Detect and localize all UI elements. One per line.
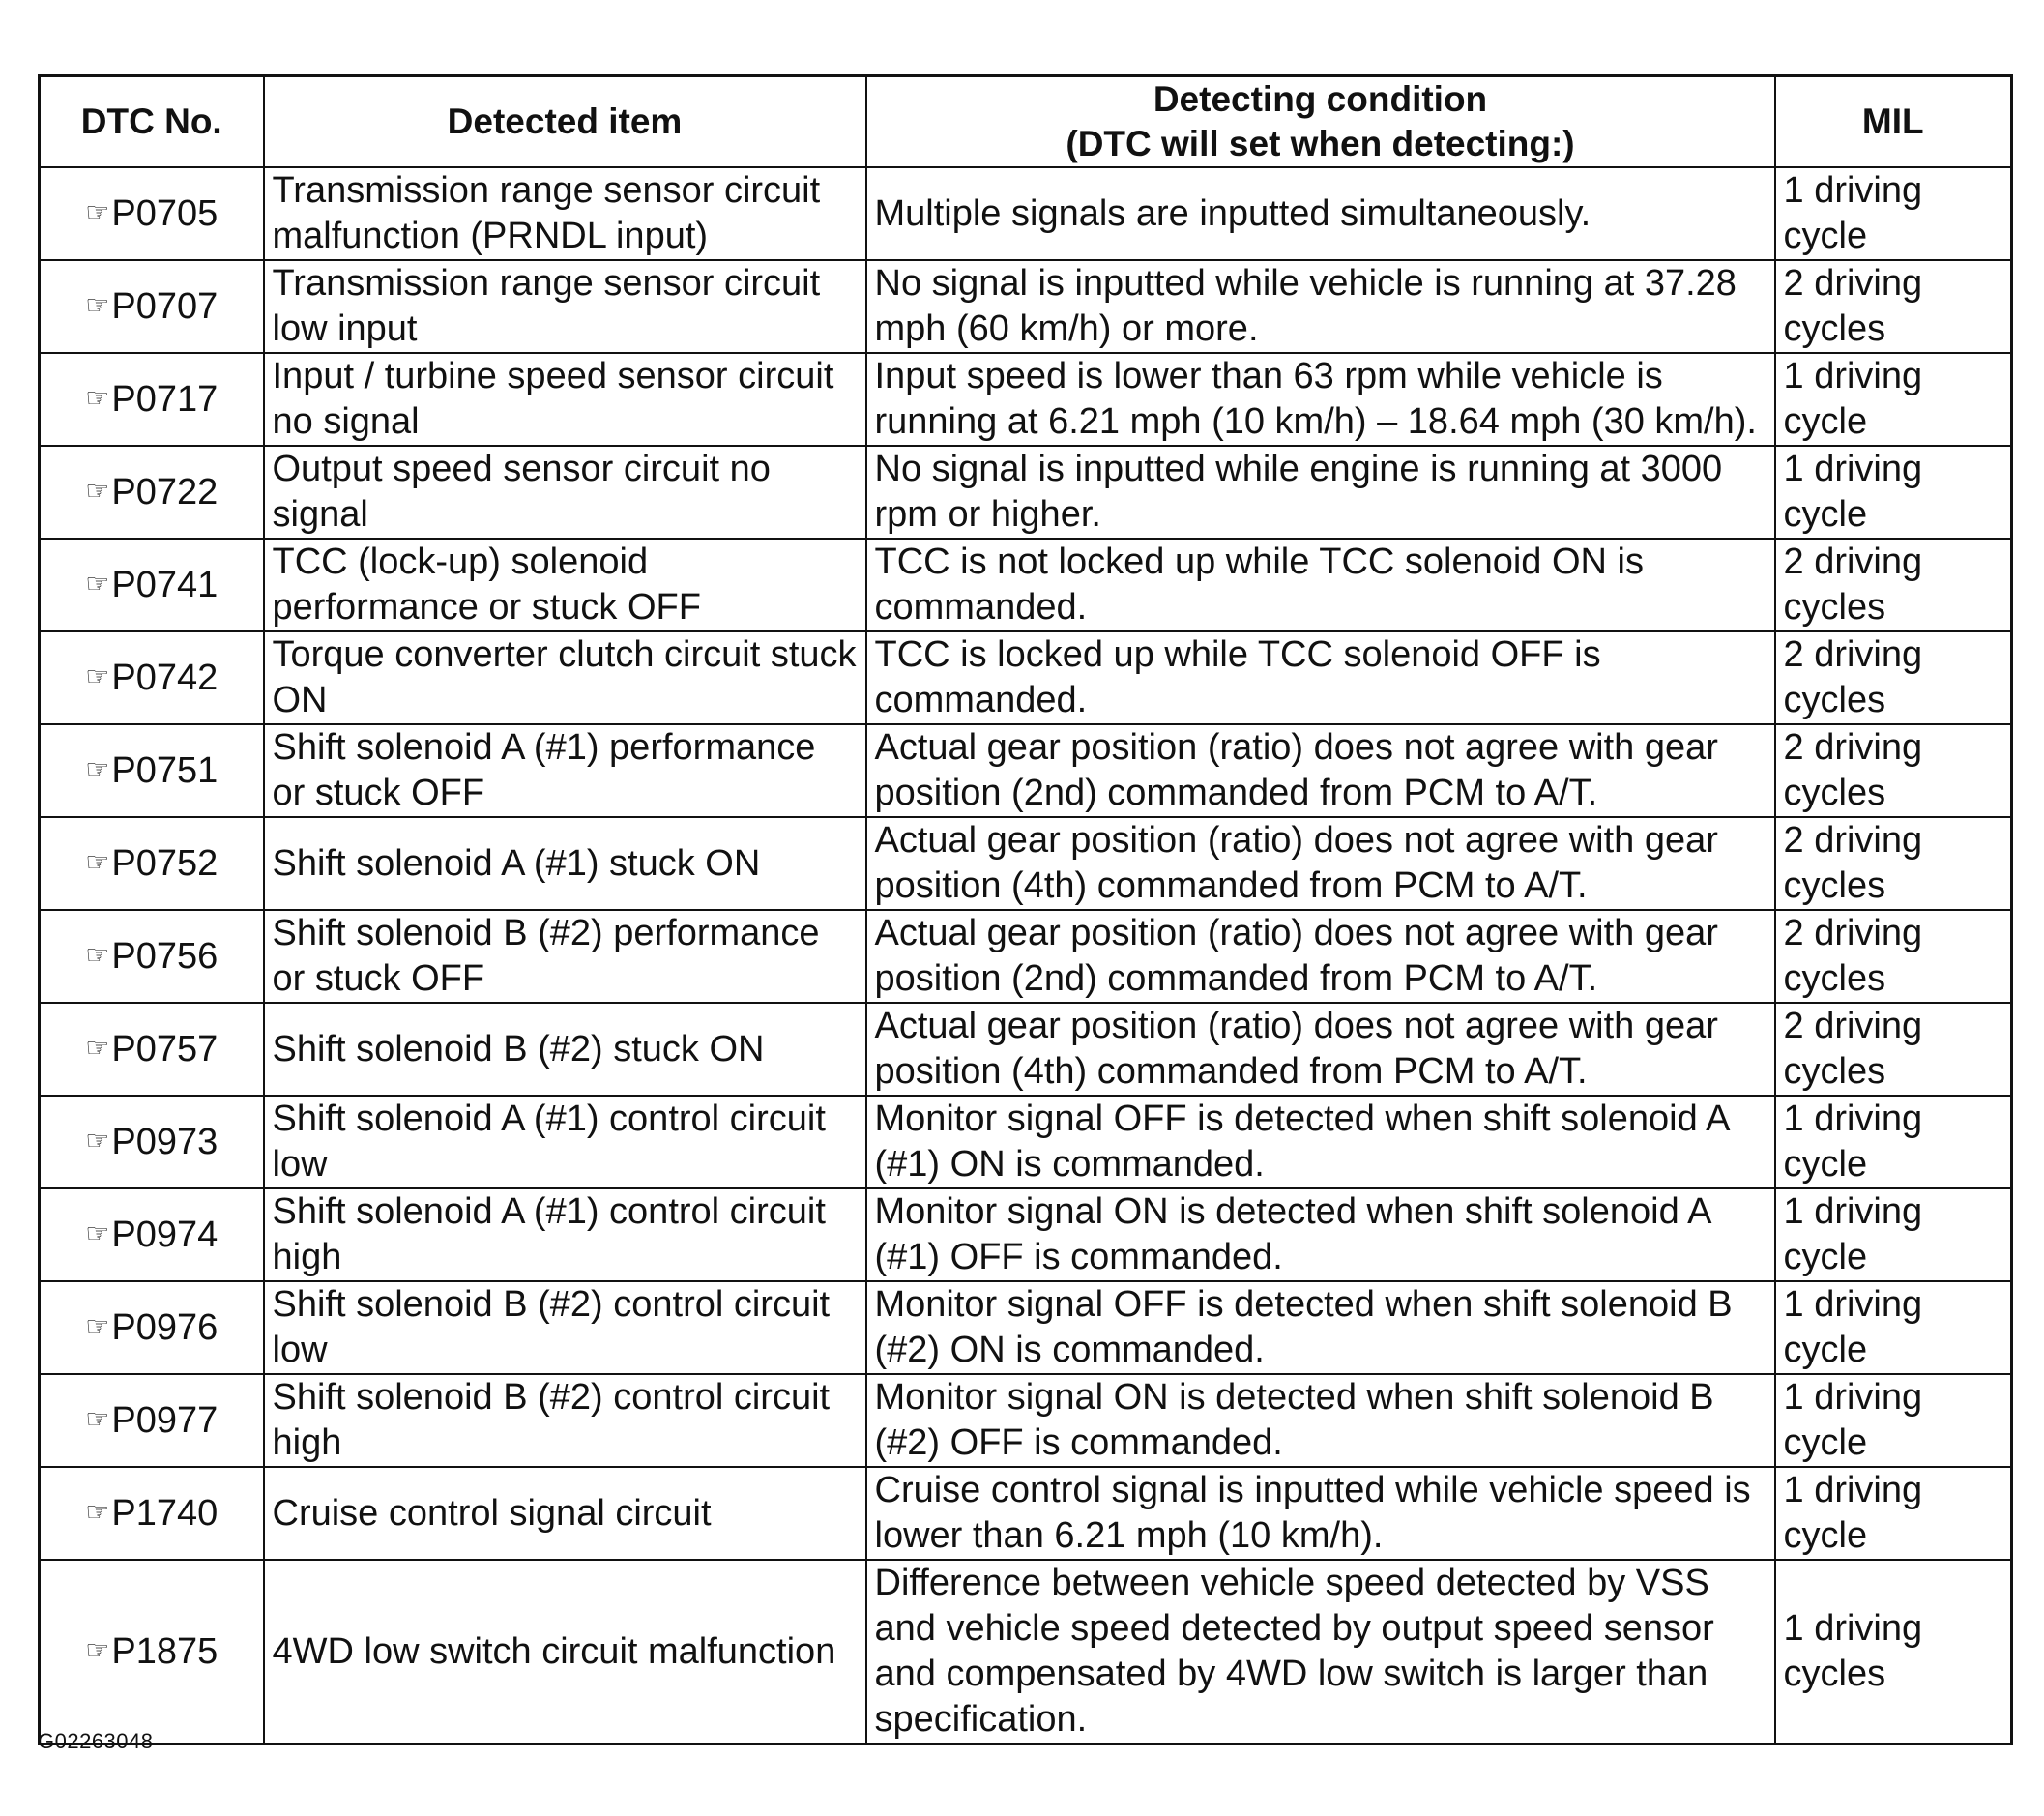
detecting-condition-cell: Actual gear position (ratio) does not agree with gear position (4th) commanded from PCM to A/T. — [866, 817, 1775, 910]
dtc-code-cell — [40, 260, 264, 353]
mil-cell: 1 driving cycle — [1775, 1467, 2012, 1560]
dtc-code: P0717 — [111, 378, 219, 420]
dtc-code-cell — [40, 446, 264, 539]
header-row — [40, 76, 2012, 168]
figure-id: G02263048 — [38, 1729, 154, 1753]
detecting-condition-cell: No signal is inputted while vehicle is running at 37.28 mph (60 km/h) or more. — [866, 260, 1775, 353]
table-row — [40, 167, 2012, 260]
pointing-hand-icon: ☞ — [85, 1496, 110, 1527]
table-body — [40, 167, 2012, 1744]
detected-item-cell: Input / turbine speed sensor circuit no signal — [264, 353, 866, 446]
mil-cell: 1 driving cycle — [1775, 167, 2012, 260]
detecting-condition-cell: Monitor signal OFF is detected when shift solenoid B (#2) ON is commanded. — [866, 1281, 1775, 1374]
table-row — [40, 1467, 2012, 1560]
dtc-code: P0973 — [111, 1121, 219, 1162]
mil-cell: 1 driving cycle — [1775, 1374, 2012, 1467]
dtc-code-cell — [40, 1560, 264, 1744]
pointing-hand-icon: ☞ — [85, 1403, 110, 1434]
dtc-code: P0976 — [111, 1306, 219, 1348]
detected-item-cell: Transmission range sensor circuit malfunction (PRNDL input) — [264, 167, 866, 260]
pointing-hand-icon: ☞ — [85, 1634, 110, 1665]
mil-cell: 1 driving cycle — [1775, 446, 2012, 539]
dtc-code: P0757 — [111, 1028, 219, 1069]
detecting-condition-cell: Monitor signal ON is detected when shift solenoid A (#1) OFF is commanded. — [866, 1188, 1775, 1281]
table-row — [40, 817, 2012, 910]
dtc-table — [38, 74, 2013, 1745]
detecting-condition-cell: No signal is inputted while engine is running at 3000 rpm or higher. — [866, 446, 1775, 539]
dtc-code: P0977 — [111, 1399, 219, 1441]
detected-item-cell: Cruise control signal circuit — [264, 1467, 866, 1560]
dtc-code-cell — [40, 167, 264, 260]
detecting-condition-cell: Actual gear position (ratio) does not agree with gear position (2nd) commanded from PCM to A/T. — [866, 910, 1775, 1003]
table-row — [40, 1188, 2012, 1281]
mil-cell: 1 driving cycle — [1775, 1188, 2012, 1281]
detecting-condition-cell: Actual gear position (ratio) does not agree with gear position (4th) commanded from PCM to A/T. — [866, 1003, 1775, 1096]
detected-item-cell: Shift solenoid A (#1) control circuit low — [264, 1096, 866, 1188]
header-condition-line2: (DTC will set when detecting:) — [1066, 124, 1575, 163]
dtc-code-cell — [40, 1281, 264, 1374]
table-row — [40, 1096, 2012, 1188]
detecting-condition-cell: TCC is locked up while TCC solenoid OFF is commanded. — [866, 631, 1775, 724]
dtc-code-cell — [40, 1467, 264, 1560]
header-condition-line1: Detecting condition — [1153, 79, 1488, 119]
dtc-code: P0752 — [111, 842, 219, 884]
detected-item-cell: Shift solenoid A (#1) stuck ON — [264, 817, 866, 910]
mil-cell: 2 driving cycles — [1775, 631, 2012, 724]
mil-cell: 1 driving cycle — [1775, 353, 2012, 446]
pointing-hand-icon: ☞ — [85, 1032, 110, 1063]
detecting-condition-cell: TCC is not locked up while TCC solenoid ON is commanded. — [866, 539, 1775, 631]
detected-item-cell: TCC (lock-up) solenoid performance or stuck OFF — [264, 539, 866, 631]
mil-cell: 2 driving cycles — [1775, 539, 2012, 631]
dtc-code-cell — [40, 910, 264, 1003]
mil-cell: 1 driving cycles — [1775, 1560, 2012, 1744]
pointing-hand-icon: ☞ — [85, 846, 110, 877]
dtc-code: P1740 — [111, 1492, 219, 1534]
pointing-hand-icon: ☞ — [85, 939, 110, 970]
dtc-code-cell — [40, 1003, 264, 1096]
dtc-code: P0741 — [111, 564, 219, 605]
pointing-hand-icon: ☞ — [85, 196, 110, 227]
header-dtc-no: DTC No. — [40, 76, 264, 168]
pointing-hand-icon: ☞ — [85, 475, 110, 506]
table-row — [40, 1281, 2012, 1374]
table-row — [40, 539, 2012, 631]
mil-cell: 2 driving cycles — [1775, 1003, 2012, 1096]
dtc-code: P0722 — [111, 471, 219, 513]
detecting-condition-cell: Input speed is lower than 63 rpm while vehicle is running at 6.21 mph (10 km/h) – 18.64 mph (30 km/h). — [866, 353, 1775, 446]
mil-cell: 2 driving cycles — [1775, 817, 2012, 910]
dtc-code: P0974 — [111, 1214, 219, 1255]
header-detecting-condition — [866, 76, 1775, 168]
table-row — [40, 910, 2012, 1003]
pointing-hand-icon: ☞ — [85, 289, 110, 320]
detected-item-cell: Shift solenoid B (#2) performance or stuck OFF — [264, 910, 866, 1003]
dtc-code-cell — [40, 724, 264, 817]
detected-item-cell: Output speed sensor circuit no signal — [264, 446, 866, 539]
mil-cell: 2 driving cycles — [1775, 260, 2012, 353]
detected-item-cell: Transmission range sensor circuit low input — [264, 260, 866, 353]
table-row — [40, 631, 2012, 724]
dtc-code-cell — [40, 539, 264, 631]
dtc-code: P1875 — [111, 1630, 219, 1672]
table-row — [40, 1374, 2012, 1467]
table-header — [40, 76, 2012, 168]
dtc-code: P0705 — [111, 192, 219, 234]
dtc-code: P0756 — [111, 935, 219, 977]
dtc-code-cell — [40, 1188, 264, 1281]
mil-cell: 2 driving cycles — [1775, 724, 2012, 817]
mil-cell: 2 driving cycles — [1775, 910, 2012, 1003]
detecting-condition-cell: Multiple signals are inputted simultaneously. — [866, 167, 1775, 260]
detected-item-cell: Shift solenoid A (#1) performance or stuck OFF — [264, 724, 866, 817]
dtc-code: P0742 — [111, 657, 219, 698]
table-row — [40, 446, 2012, 539]
pointing-hand-icon: ☞ — [85, 753, 110, 784]
dtc-code-cell — [40, 817, 264, 910]
detected-item-cell: 4WD low switch circuit malfunction — [264, 1560, 866, 1744]
dtc-code: P0751 — [111, 749, 219, 791]
detecting-condition-cell: Monitor signal OFF is detected when shift solenoid A (#1) ON is commanded. — [866, 1096, 1775, 1188]
detected-item-cell: Shift solenoid B (#2) control circuit high — [264, 1374, 866, 1467]
mil-cell: 1 driving cycle — [1775, 1281, 2012, 1374]
table-row — [40, 353, 2012, 446]
table-row — [40, 1560, 2012, 1744]
dtc-code-cell — [40, 1374, 264, 1467]
table-row — [40, 724, 2012, 817]
dtc-code-cell — [40, 631, 264, 724]
pointing-hand-icon: ☞ — [85, 568, 110, 599]
detected-item-cell: Torque converter clutch circuit stuck ON — [264, 631, 866, 724]
dtc-code: P0707 — [111, 285, 219, 327]
pointing-hand-icon: ☞ — [85, 1310, 110, 1341]
table-row — [40, 1003, 2012, 1096]
dtc-code-cell — [40, 353, 264, 446]
detecting-condition-cell: Difference between vehicle speed detected by VSS and vehicle speed detected by output speed sensor and compensated by 4WD low switch is larger than specification. — [866, 1560, 1775, 1744]
mil-cell: 1 driving cycle — [1775, 1096, 2012, 1188]
pointing-hand-icon: ☞ — [85, 660, 110, 691]
header-mil: MIL — [1775, 76, 2012, 168]
detecting-condition-cell: Monitor signal ON is detected when shift solenoid B (#2) OFF is commanded. — [866, 1374, 1775, 1467]
table-row — [40, 260, 2012, 353]
detected-item-cell: Shift solenoid B (#2) stuck ON — [264, 1003, 866, 1096]
detected-item-cell: Shift solenoid A (#1) control circuit high — [264, 1188, 866, 1281]
pointing-hand-icon: ☞ — [85, 382, 110, 413]
pointing-hand-icon: ☞ — [85, 1125, 110, 1156]
detected-item-cell: Shift solenoid B (#2) control circuit low — [264, 1281, 866, 1374]
dtc-code-cell — [40, 1096, 264, 1188]
header-detected-item: Detected item — [264, 76, 866, 168]
detecting-condition-cell: Actual gear position (ratio) does not agree with gear position (2nd) commanded from PCM to A/T. — [866, 724, 1775, 817]
pointing-hand-icon: ☞ — [85, 1217, 110, 1248]
detecting-condition-cell: Cruise control signal is inputted while vehicle speed is lower than 6.21 mph (10 km/h). — [866, 1467, 1775, 1560]
